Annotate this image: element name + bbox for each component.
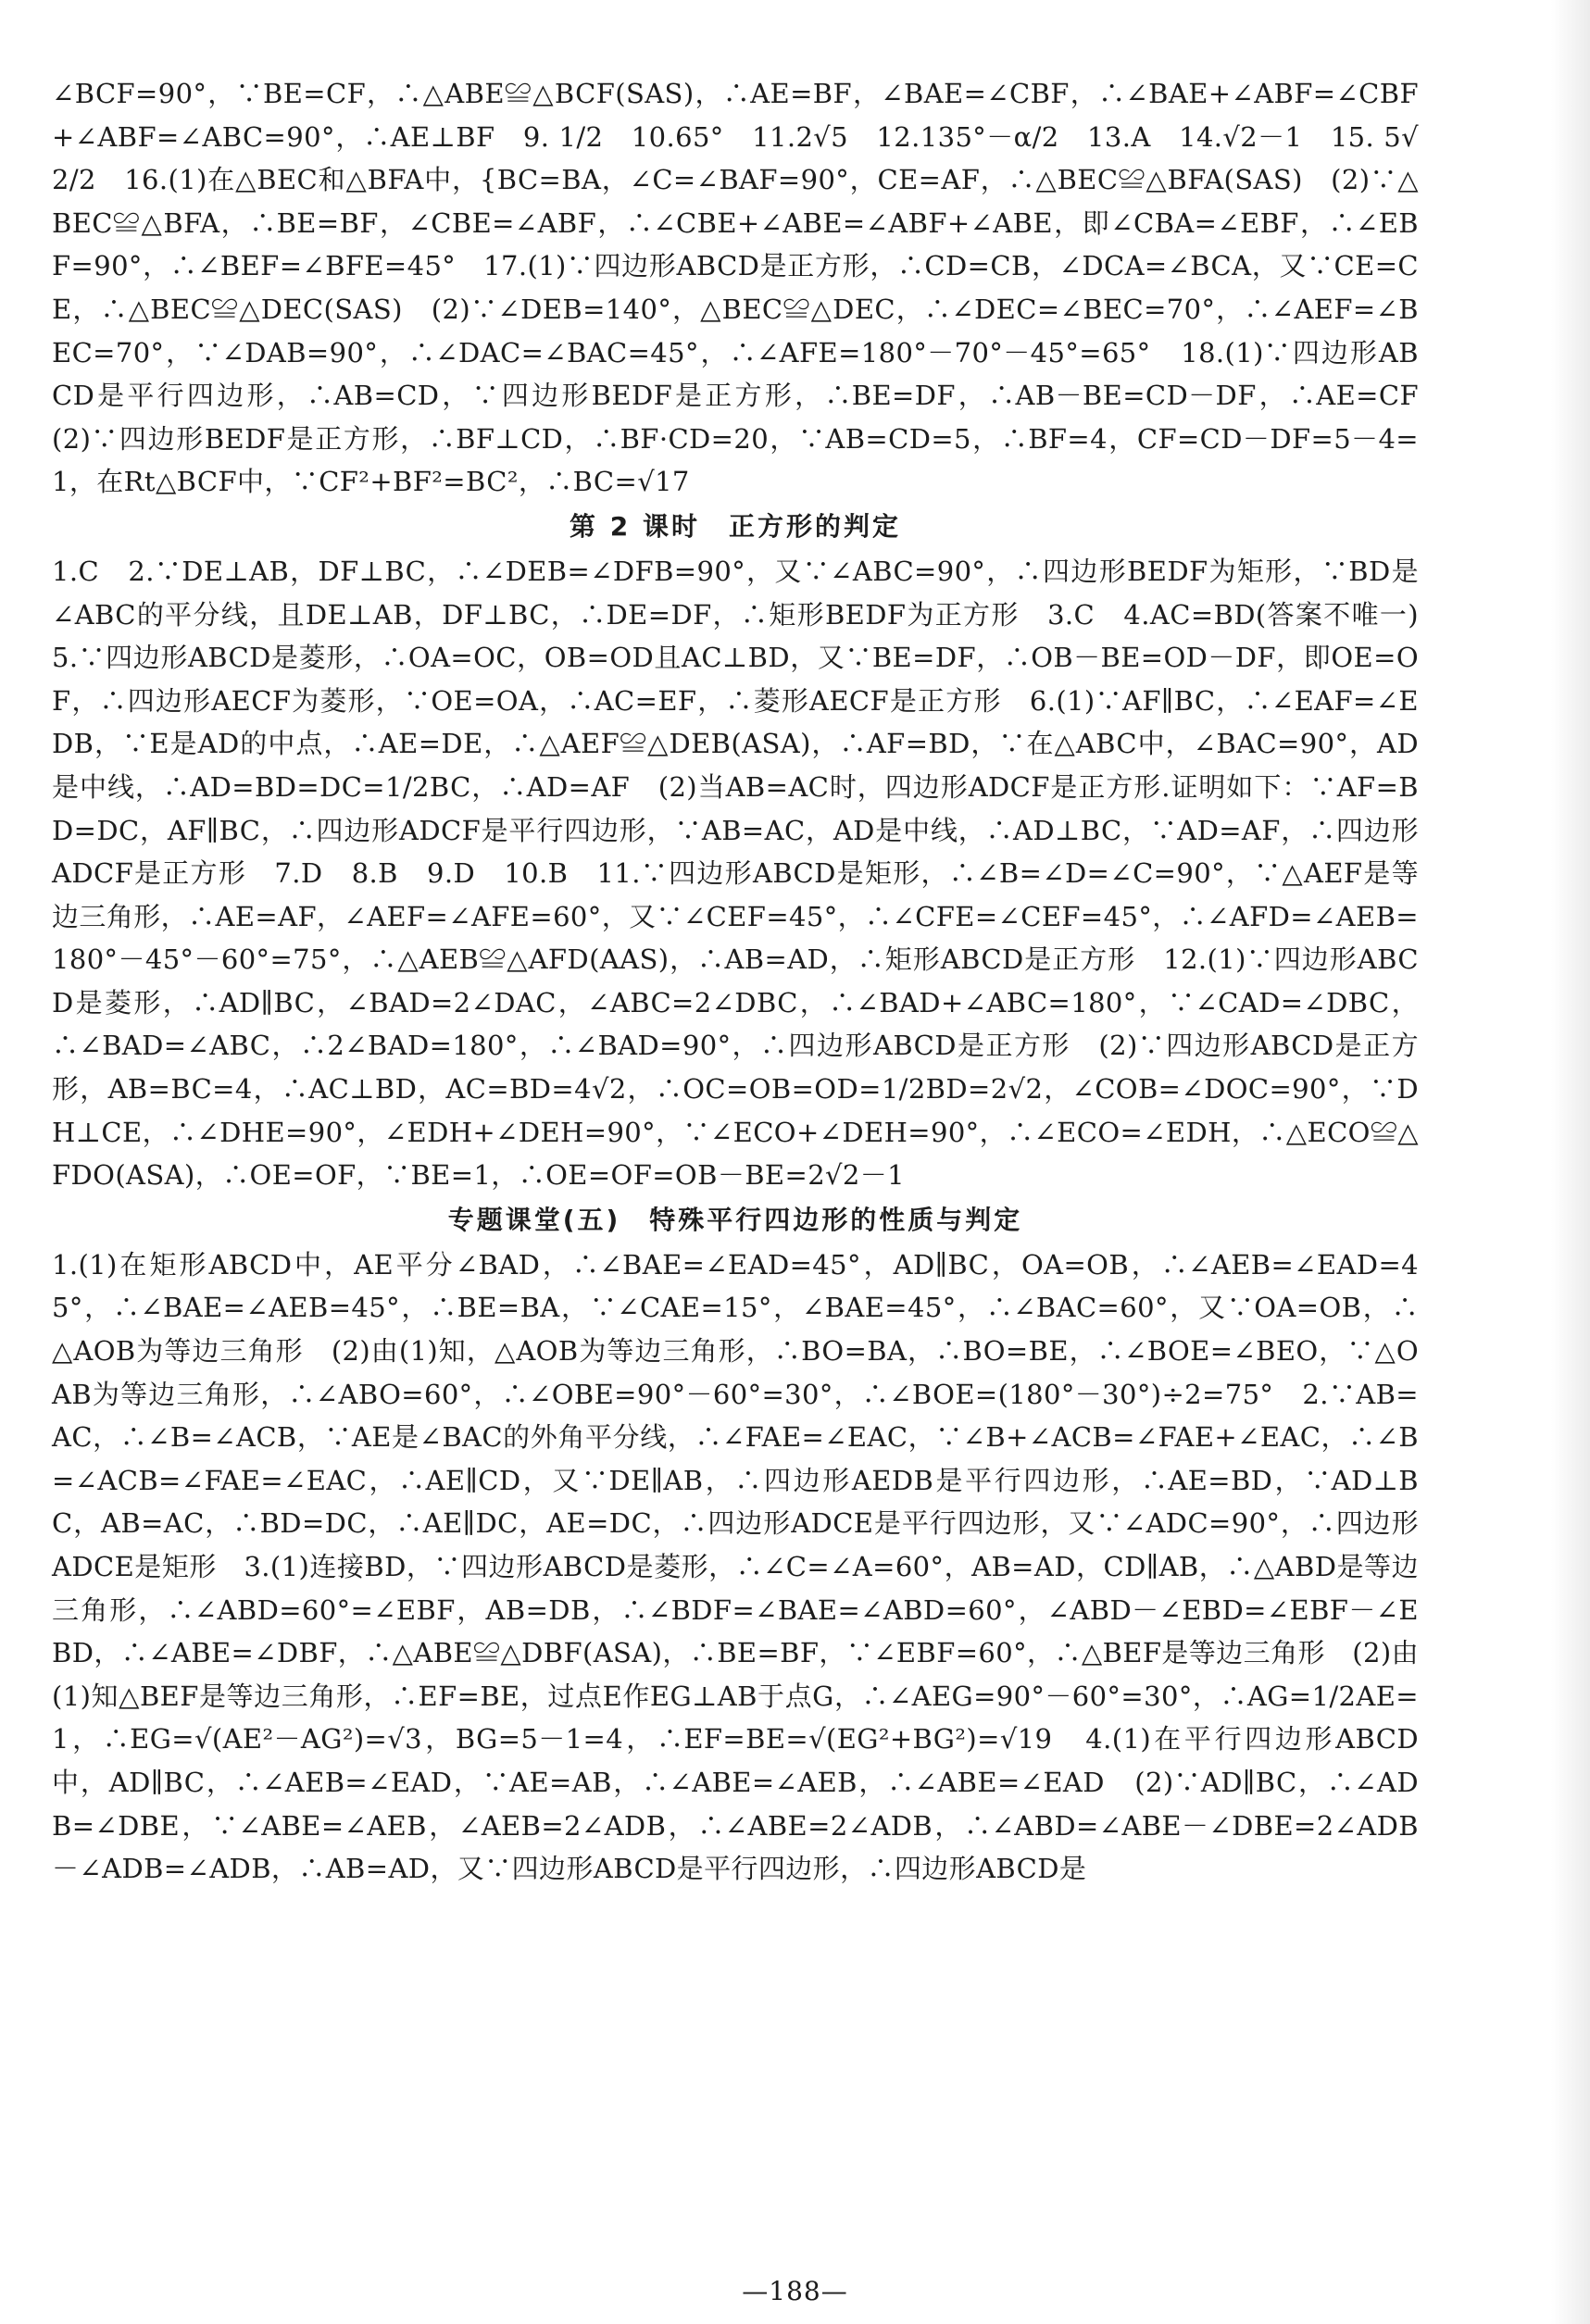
page-edge-shadow xyxy=(1551,0,1590,2324)
section-heading-lesson-2: 第 2 课时 正方形的判定 xyxy=(570,510,901,542)
page-number: —188— xyxy=(742,2276,848,2306)
answer-paragraph-square-properties: ∠BCF=90°，∵BE=CF，∴△ABE≌△BCF(SAS)，∴AE=BF，∠BAE=∠CBF，∴∠BAE+∠ABF=∠CBF+∠ABF=∠ABC=90°，∴AE⊥BF 9. 1/2 10.65° 11.2√5 12.135°－α/2 13.A 14.√2－1 15. 5√2/2 16.(1)在△BEC和△BFA中，{BC=BA，∠C=∠BAF=90°，CE=AF，∴△BEC≌△BFA(SAS) (2)∵△BEC≌△BFA，∴BE=BF，∠CBE=∠ABF，∴∠CBE+∠ABE=∠ABF+∠ABE，即∠CBA=∠EBF，∴∠EBF=90°，∴∠BEF=∠BFE=45° 17.(1)∵四边形ABCD是正方形，∴CD=CB，∠DCA=∠BCA，又∵CE=CE，∴△BEC≌△DEC(SAS) (2)∵∠DEB=140°，△BEC≌△DEC，∴∠DEC=∠BEC=70°，∴∠AEF=∠BEC=70°，∵∠DAB=90°，∴∠DAC=∠BAC=45°，∴∠AFE=180°－70°－45°=65° 18.(1)∵四边形ABCD是平行四边形，∴AB=CD，∵四边形BEDF是正方形，∴BE=DF，∴AB－BE=CD－DF，∴AE=CF (2)∵四边形BEDF是正方形，∴BF⊥CD，∴BF·CD=20，∵AB=CD=5，∴BF=4，CF=CD－DF=5－4=1，在Rt△BCF中，∵CF²+BF²=BC²，∴BC=√17 xyxy=(52,78,1446,498)
section-heading-topic-5: 专题课堂(五) 特殊平行四边形的性质与判定 xyxy=(447,1204,1023,1235)
answer-paragraph-special-parallelograms: 1.(1)在矩形ABCD中，AE平分∠BAD，∴∠BAE=∠EAD=45°，AD∥BC，OA=OB，∴∠AEB=∠EAD=45°，∴∠BAE=∠AEB=45°，∴BE=BA，∵∠CAE=15°，∠BAE=45°，∴∠BAC=60°，又∵OA=OB，∴△AOB为等边三角形 (2)由(1)知，△AOB为等边三角形，∴BO=BA，∴BO=BE，∴∠BOE=∠BEO，∵△OAB为等边三角形，∴∠ABO=60°，∴∠OBE=90°－60°=30°，∴∠BOE=(180°－30°)÷2=75° 2.∵AB=AC，∴∠B=∠ACB，∵AE是∠BAC的外角平分线，∴∠FAE=∠EAC，∵∠B+∠ACB=∠FAE+∠EAC，∴∠B=∠ACB=∠FAE=∠EAC，∴AE∥CD，又∵DE∥AB，∴四边形AEDB是平行四边形，∴AE=BD，∵AD⊥BC，AB=AC，∴BD=DC，∴AE∥DC，AE=DC，∴四边形ADCE是平行四边形，又∵∠ADC=90°，∴四边形ADCE是矩形 3.(1)连接BD，∵四边形ABCD是菱形，∴∠C=∠A=60°，AB=AD，CD∥AB，∴△ABD是等边三角形，∴∠ABD=60°=∠EBF，AB=DB，∴∠BDF=∠BAE=∠ABD=60°，∠ABD－∠EBD=∠EBF－∠EBD，∴∠ABE=∠DBF，∴△ABE≌△DBF(ASA)，∴BE=BF，∵∠EBF=60°，∴△BEF是等边三角形 (2)由(1)知△BEF是等边三角形，∴EF=BE，过点E作EG⊥AB于点G，∴∠AEG=90°－60°=30°，∴AG=1/2AE=1，∴EG=√(AE²－AG²)=√3，BG=5－1=4，∴EF=BE=√(EG²+BG²)=√19 4.(1)在平行四边形ABCD中，AD∥BC，∴∠AEB=∠EAD，∵AE=AB，∴∠ABE=∠AEB，∴∠ABE=∠EAD (2)∵AD∥BC，∴∠ADB=∠DBE，∵∠ABE=∠AEB，∠AEB=2∠ADB，∴∠ABE=2∠ADB，∴∠ABD=∠ABE－∠DBE=2∠ADB－∠ADB=∠ADB，∴AB=AD，又∵四边形ABCD是平行四边形，∴四边形ABCD是 xyxy=(52,1248,1419,1885)
answer-paragraph-square-judgement: 1.C 2.∵DE⊥AB，DF⊥BC，∴∠DEB=∠DFB=90°，又∵∠ABC=90°，∴四边形BEDF为矩形，∵BD是∠ABC的平分线，且DE⊥AB，DF⊥BC，∴DE=DF，∴矩形BEDF为正方形 3.C 4.AC=BD(答案不唯一) 5.∵四边形ABCD是菱形，∴OA=OC，OB=OD且AC⊥BD，又∵BE=DF，∴OB－BE=OD－DF，即OE=OF，∴四边形AECF为菱形，∵OE=OA，∴AC=EF，∴菱形AECF是正方形 6.(1)∵AF∥BC，∴∠EAF=∠EDB，∵E是AD的中点，∴AE=DE，∴△AEF≌△DEB(ASA)，∴AF=BD，∵在△ABC中，∠BAC=90°，AD是中线，∴AD=BD=DC=1/2BC，∴AD=AF (2)当AB=AC时，四边形ADCF是正方形.证明如下：∵AF=BD=DC，AF∥BC，∴四边形ADCF是平行四边形，∵AB=AC，AD是中线，∴AD⊥BC，∵AD=AF，∴四边形ADCF是正方形 7.D 8.B 9.D 10.B 11.∵四边形ABCD是矩形，∴∠B=∠D=∠C=90°，∵△AEF是等边三角形，∴AE=AF，∠AEF=∠AFE=60°，又∵∠CEF=45°，∴∠CFE=∠CEF=45°，∴∠AFD=∠AEB=180°－45°－60°=75°，∴△AEB≌△AFD(AAS)，∴AB=AD，∴矩形ABCD是正方形 12.(1)∵四边形ABCD是菱形，∴AD∥BC，∠BAD=2∠DAC，∠ABC=2∠DBC，∴∠BAD+∠ABC=180°，∵∠CAD=∠DBC，∴∠BAD=∠ABC，∴2∠BAD=180°，∴∠BAD=90°，∴四边形ABCD是正方形 (2)∵四边形ABCD是正方形，AB=BC=4，∴AC⊥BD，AC=BD=4√2，∴OC=OB=OD=1/2BD=2√2，∠COB=∠DOC=90°，∵DH⊥CE，∴∠DHE=90°，∠EDH+∠DEH=90°，∵∠ECO+∠DEH=90°，∴∠ECO=∠EDH，∴△ECO≌△FDO(ASA)，∴OE=OF，∵BE=1，∴OE=OF=OB－BE=2√2－1 xyxy=(52,555,1446,1192)
answer-text-area xyxy=(52,72,1446,1891)
